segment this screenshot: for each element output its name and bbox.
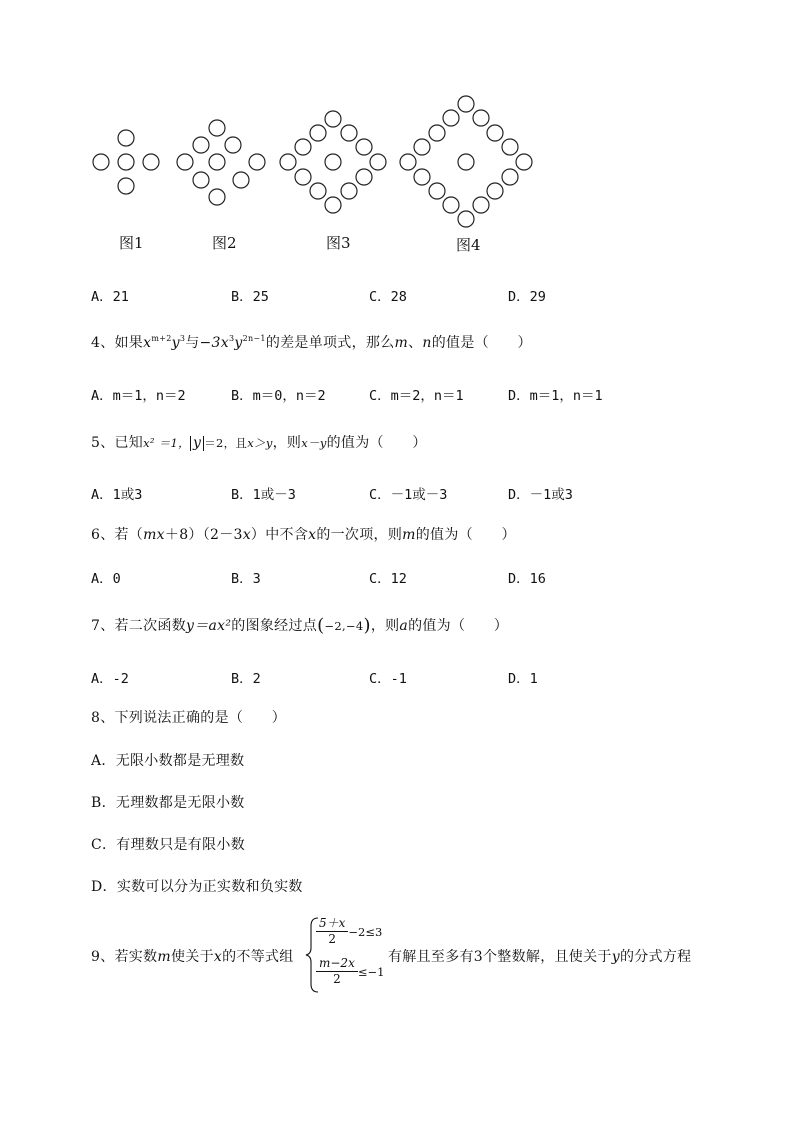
- q7-a: a: [399, 618, 409, 634]
- circle: [429, 125, 445, 141]
- figure-2-caption: 图2: [212, 234, 237, 252]
- q6-prefix: 6、若（: [91, 527, 144, 543]
- circle: [310, 125, 326, 141]
- circle: [487, 183, 503, 199]
- q4-t1-exp2: 3: [179, 334, 186, 343]
- q9-ineq1-den: 2: [328, 932, 337, 946]
- circle: [414, 169, 430, 185]
- q4-prefix: 4、如果: [91, 335, 144, 351]
- q5-abs-var: y: [190, 436, 204, 451]
- q5-suffix: 的值为（ ）: [326, 435, 427, 451]
- circle: [502, 139, 518, 155]
- q4-var-n: n: [422, 335, 432, 351]
- q3-option-b[interactable]: B．25: [231, 289, 269, 305]
- q6-option-a[interactable]: A．0: [91, 571, 121, 587]
- q5-eq1: x² ＝1，: [143, 436, 190, 450]
- q4-sep: 、: [408, 335, 423, 351]
- q9-y: y: [611, 949, 620, 965]
- circle: [458, 96, 474, 112]
- q9-x: x: [213, 949, 223, 965]
- q5-option-a[interactable]: A．1或3: [91, 487, 143, 503]
- q7-mid2: ，则: [370, 618, 400, 634]
- circle: [177, 154, 193, 170]
- circle: [93, 154, 109, 170]
- q9-suffix2: 的分式方程: [619, 949, 692, 965]
- q9-ineq1-rest: −2≤3: [348, 925, 383, 939]
- q4-t2-exp: 3: [228, 334, 235, 343]
- q5-eq2: ＝2，且: [204, 436, 248, 450]
- question-8: 8、下列说法正确的是（ ）: [91, 710, 287, 726]
- circle: [193, 137, 209, 153]
- q9-ineq1-fraction: [316, 916, 348, 947]
- circle: [295, 139, 311, 155]
- circle: [400, 154, 416, 170]
- q4-t1-exp: m+2: [151, 334, 172, 343]
- q5-option-c[interactable]: C．－1或－3: [369, 487, 448, 503]
- circle: [429, 183, 445, 199]
- q6-part3: 的一次项，则: [316, 527, 403, 543]
- q9-ineq2-rest: ≤−1: [357, 965, 385, 979]
- circle: [118, 154, 134, 170]
- q9-ineq2-fraction: [316, 956, 358, 987]
- figure-3-caption: 图3: [326, 234, 351, 252]
- question-6: [91, 524, 516, 544]
- circle: [233, 172, 249, 188]
- question-4: [91, 332, 532, 352]
- q5-prefix: 5、已知: [91, 435, 144, 451]
- q4-t1-base: x: [143, 335, 152, 351]
- q7-option-b[interactable]: B．2: [231, 671, 261, 687]
- q9-inequality-1: [316, 916, 382, 947]
- q7-option-d[interactable]: D．1: [508, 671, 538, 687]
- q5-option-b[interactable]: B．1或－3: [231, 487, 296, 503]
- question-9-prefix: [91, 946, 294, 966]
- figure-3: [280, 111, 386, 213]
- q4-t2-exp2: 2n−1: [242, 334, 266, 343]
- circle: [356, 169, 372, 185]
- q6-option-d[interactable]: D．16: [508, 571, 546, 587]
- question-7: [91, 615, 508, 636]
- circle: [143, 154, 159, 170]
- q4-t2-base2: y: [234, 335, 243, 351]
- circle: [225, 137, 241, 153]
- q5-mid: ，则: [272, 435, 302, 451]
- q5-expr: x－y: [301, 436, 327, 450]
- circle: [458, 154, 474, 170]
- q6-option-c[interactable]: C．12: [369, 571, 407, 587]
- q6-part1: ＋8）（2－3: [164, 527, 243, 543]
- circle: [414, 139, 430, 155]
- circle: [473, 197, 489, 213]
- q7-rparen: ): [363, 615, 371, 636]
- circle: [325, 197, 341, 213]
- circle: [310, 183, 326, 199]
- circle: [325, 154, 341, 170]
- q4-var-m: m: [394, 335, 409, 351]
- q5-cond: x＞y: [247, 436, 273, 450]
- q9-mid: 使关于: [171, 949, 214, 965]
- circle: [249, 154, 265, 170]
- q4-option-c[interactable]: C．m＝2，n＝1: [369, 388, 464, 404]
- q9-inequality-2: [316, 956, 384, 987]
- q6-part2: ）中不含: [250, 527, 309, 543]
- circle: [443, 197, 459, 213]
- q7-func: y＝ax²: [186, 618, 232, 634]
- figure-4: [400, 96, 532, 227]
- q7-mid: 的图象经过点: [231, 618, 318, 634]
- circle: [295, 169, 311, 185]
- q6-suffix: 的值为（ ）: [415, 527, 516, 543]
- circle: [209, 189, 225, 205]
- circle: [443, 110, 459, 126]
- circle: [487, 125, 503, 141]
- circle: [209, 154, 225, 170]
- circle: [118, 178, 134, 194]
- q4-mid: 与: [185, 335, 200, 351]
- figure-4-caption: 图4: [456, 236, 481, 254]
- q6-option-b[interactable]: B．3: [231, 571, 261, 587]
- q4-suffix2: 的值是（ ）: [431, 335, 532, 351]
- q7-suffix: 的值为（ ）: [408, 618, 509, 634]
- circle: [516, 154, 532, 170]
- q4-suffix1: 的差是单项式，那么: [265, 335, 395, 351]
- circle: [502, 169, 518, 185]
- q4-option-a[interactable]: A．m＝1，n＝2: [91, 388, 186, 404]
- q7-prefix: 7、若二次函数: [91, 618, 187, 634]
- circle: [325, 111, 341, 127]
- q8-option-a[interactable]: A．无限小数都是无理数: [91, 753, 245, 769]
- figure-1: [93, 130, 159, 194]
- circle: [118, 130, 134, 146]
- q3-option-c[interactable]: C．28: [369, 289, 407, 305]
- q8-option-b[interactable]: B．无理数都是无限小数: [91, 795, 245, 811]
- q9-m: m: [157, 949, 171, 965]
- q7-option-c[interactable]: C．-1: [369, 671, 407, 687]
- q4-option-b[interactable]: B．m＝0，n＝2: [231, 388, 326, 404]
- circle: [280, 154, 296, 170]
- q9-mid2: 的不等式组: [222, 949, 294, 965]
- q9-prefix: 9、若实数: [91, 949, 158, 965]
- figure-2: [177, 120, 265, 205]
- q7-point: −2,−4: [324, 619, 364, 633]
- circle: [341, 125, 357, 141]
- circle: [341, 183, 357, 199]
- figure-1-caption: 图1: [119, 234, 144, 252]
- q9-ineq1-num: 5＋x: [316, 916, 348, 932]
- circle: [473, 110, 489, 126]
- q8-option-d[interactable]: D．实数可以分为正实数和负实数: [91, 879, 303, 895]
- circle: [209, 120, 225, 136]
- q4-option-d[interactable]: D．m＝1，n＝1: [508, 388, 603, 404]
- q8-option-c[interactable]: C．有理数只是有限小数: [91, 837, 246, 853]
- q6-m: m: [402, 527, 416, 543]
- circle: [370, 154, 386, 170]
- q3-option-a[interactable]: A．21: [91, 289, 129, 305]
- circle: [193, 172, 209, 188]
- circle-patterns-svg: [0, 0, 794, 240]
- q6-x: x: [242, 527, 251, 543]
- circle: [458, 211, 474, 227]
- q6-mx: mx: [143, 527, 165, 543]
- q9-ineq2-num: m−2x: [316, 956, 358, 972]
- q7-lparen: (: [317, 615, 325, 636]
- q6-x2: x: [308, 527, 317, 543]
- q7-option-a[interactable]: A．-2: [91, 671, 129, 687]
- q5-option-d[interactable]: D．－1或3: [508, 487, 573, 503]
- q3-option-d[interactable]: D．29: [508, 289, 546, 305]
- q9-ineq2-den: 2: [333, 972, 341, 986]
- q4-t1-base2: y: [171, 335, 180, 351]
- q9-suffix: 有解且至多有3个整数解，且使关于: [388, 949, 612, 965]
- circle: [356, 139, 372, 155]
- q4-t2-coef: −3x: [199, 335, 229, 351]
- question-9-suffix: [388, 946, 691, 966]
- question-5: [91, 432, 427, 452]
